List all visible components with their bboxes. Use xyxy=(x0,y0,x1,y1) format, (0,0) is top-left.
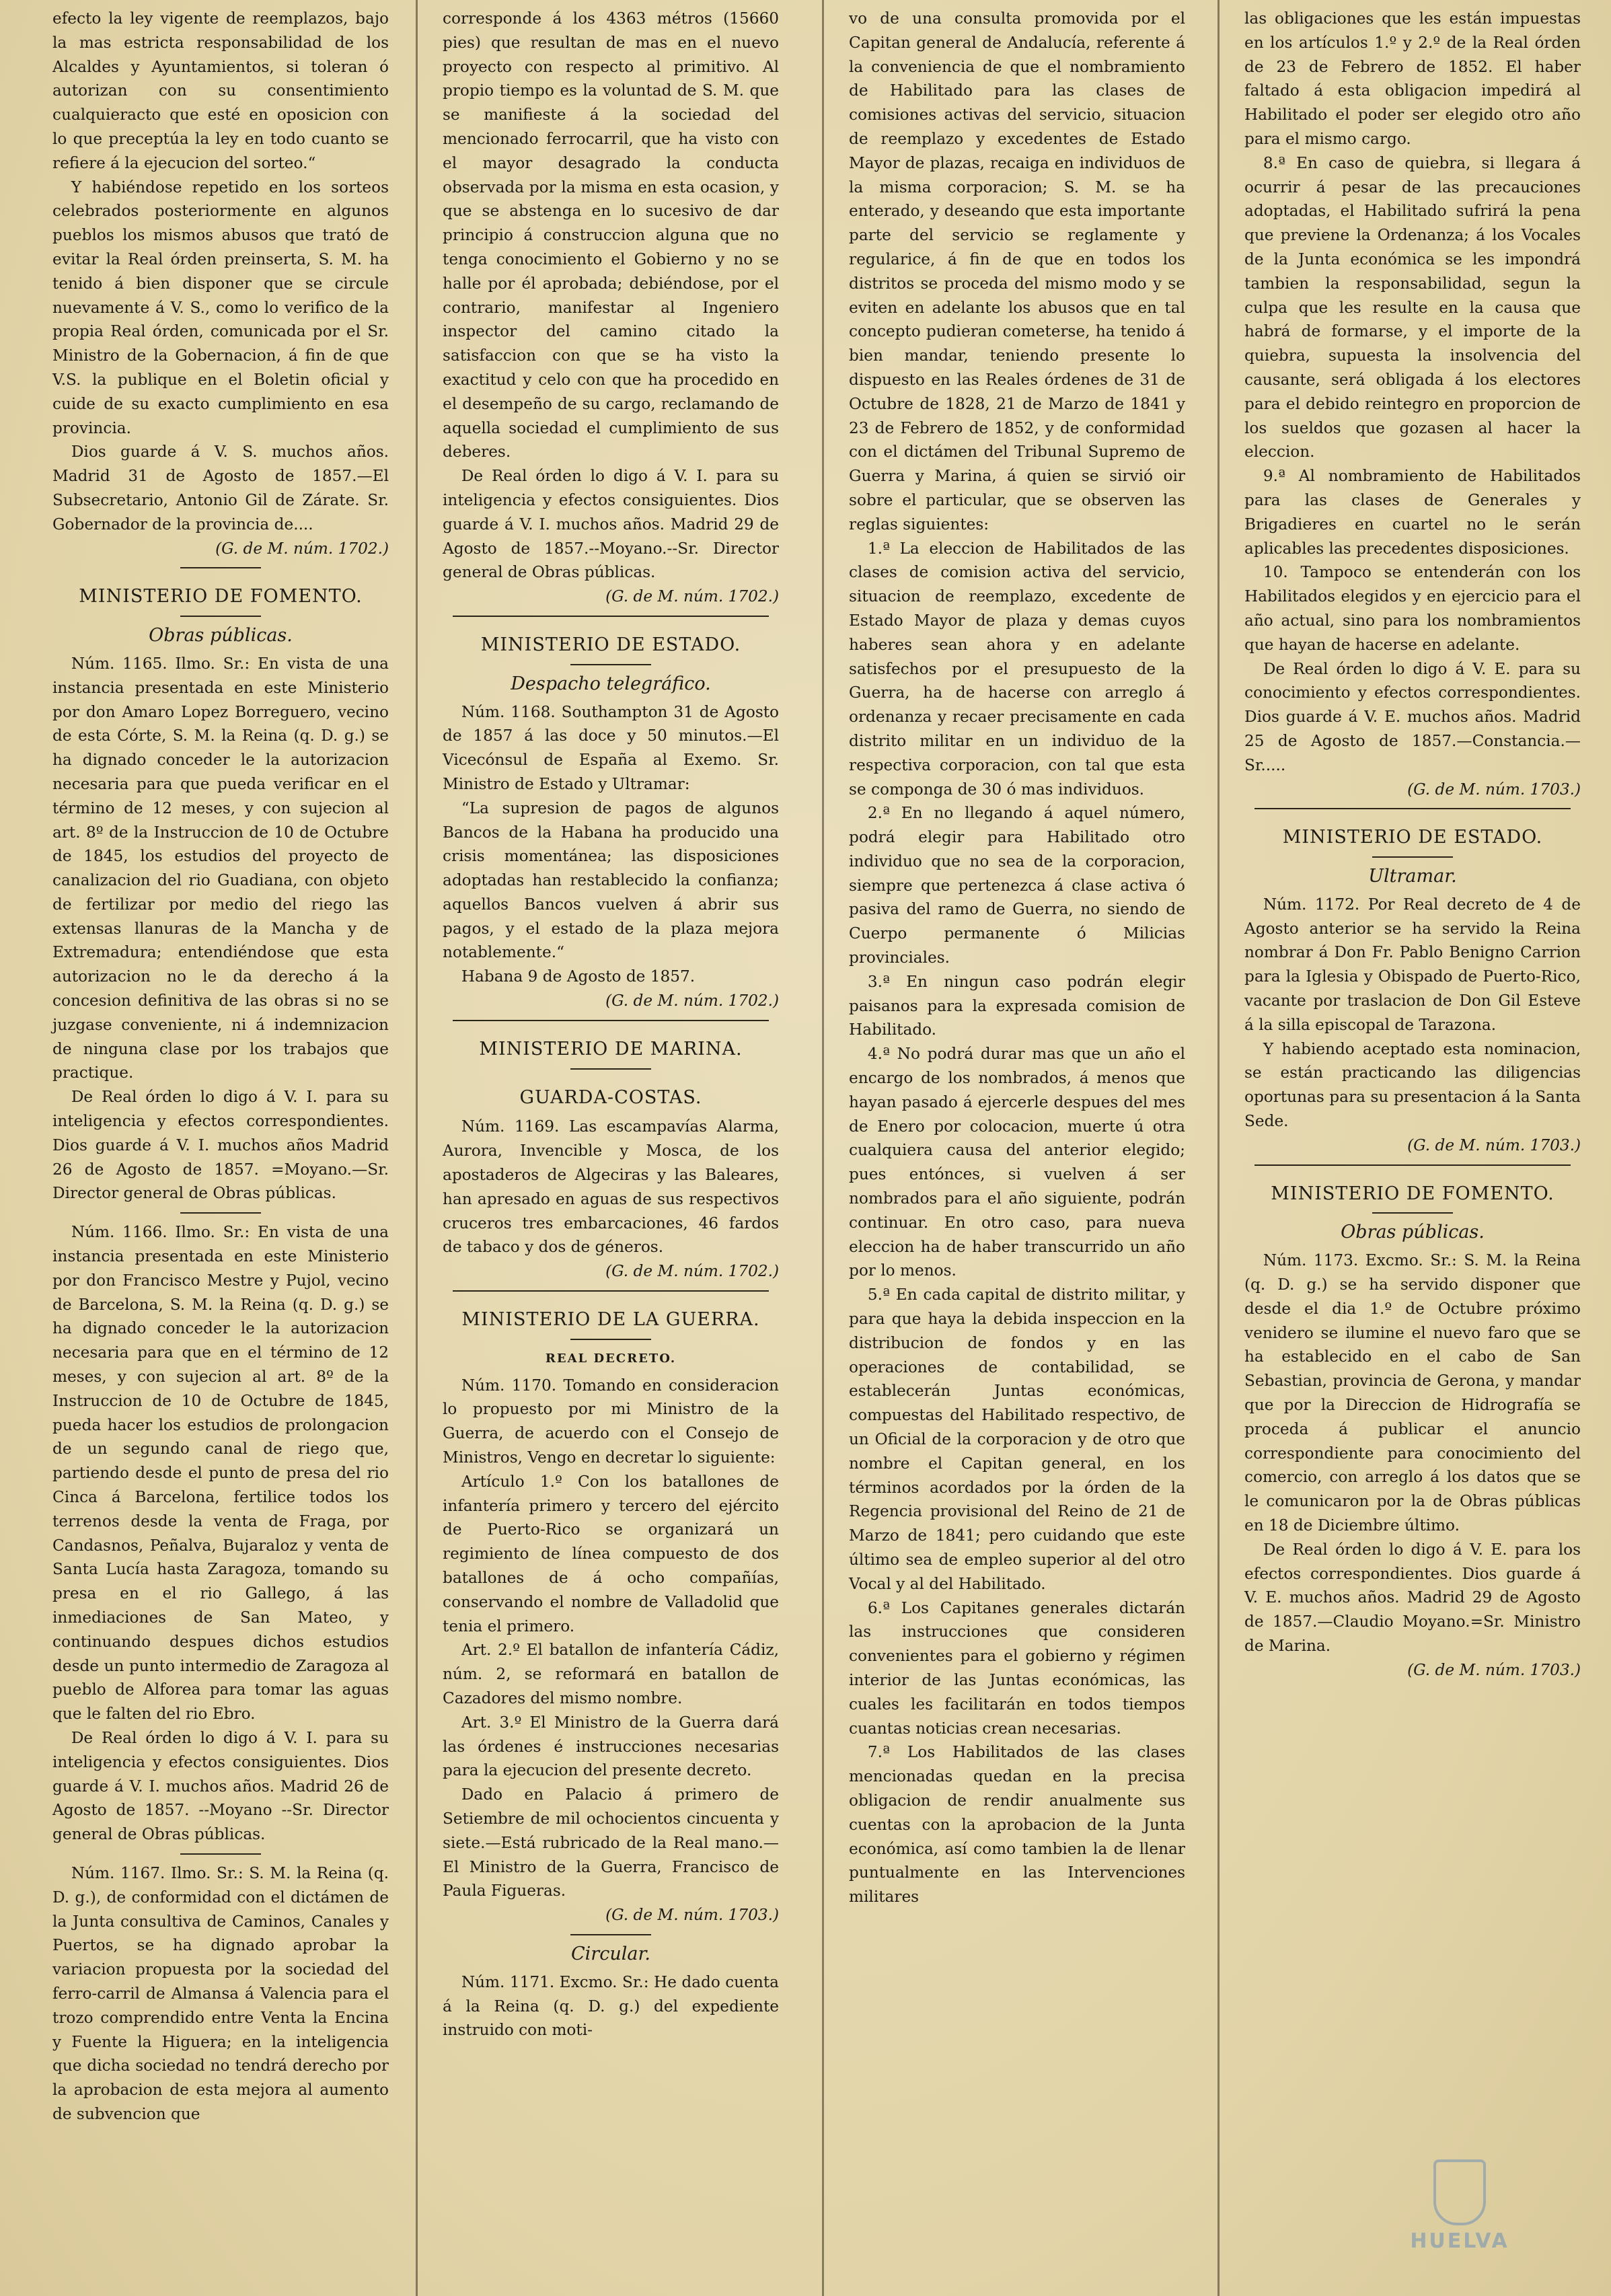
paragraph: 7.ª Los Habilitados de las clases mencionadas quedan en la precisa obligacion de rendir anualmente sus cuentas con la aprobacion de la Junta económica, así como tambien la de llenar puntualmente en las Intervenciones militares xyxy=(849,1743,1185,1906)
gazette-reference: (G. de M. núm. 1703.) xyxy=(1407,1660,1581,1679)
column-1 xyxy=(52,7,389,2126)
divider-rule xyxy=(453,616,769,617)
divider-rule xyxy=(1254,1164,1571,1166)
gazette-reference: (G. de M. núm. 1703.) xyxy=(605,1906,779,1925)
divider-rule xyxy=(570,664,651,665)
column-3 xyxy=(849,7,1185,1909)
paragraph: 2.ª En no llegando á aquel número, podrá elegir para Habilitado otro individuo que no sea de la corporacion, siempre que pertenezca á clase activa ó pasiva del ramo de Guerra, no siendo de Cuerpo permanente ó Milicias provinciales. xyxy=(849,804,1185,967)
section-subheading: Obras públicas. xyxy=(149,625,293,646)
column-divider xyxy=(822,0,824,2296)
paragraph: 4.ª No podrá durar mas que un año el encargo de los nombrados, á menos que hayan pasado á ejercerle despues del mes de Enero por colocacion, muerte ú otra cualquiera causa del anterior elegido; pues entónces, si vuelven á ser nombrados para el año siguiente, podrán continuar. En otro caso, para nueva eleccion ha de haber transcurrido un año por lo menos. xyxy=(849,1045,1185,1280)
section-subheading: Obras públicas. xyxy=(1341,1222,1485,1243)
column-divider xyxy=(1217,0,1220,2296)
section-heading: MINISTERIO DE ESTADO. xyxy=(1282,827,1543,848)
divider-rule xyxy=(180,1853,261,1855)
paragraph: De Real órden lo digo á V. I. para su inteligencia y efectos consiguientes. Dios guarde á V. I. muchos años. Madrid 26 de Agosto de 1857. --Moyano --Sr. Director general de Obras públicas. xyxy=(52,1728,389,1844)
paragraph: 8.ª En caso de quiebra, si llegara á ocurrir á pesar de las precauciones adoptadas, el Habilitado sufrirá la pena que previene la Ordenanza; á los Vocales de la Junta económica se les impondrá tambien la responsabilidad, segun la culpa que les resulte en la causa que habrá de formarse, y el importe de la quiebra, supuesta la insolvencia del causante, será obligada á los electores para el debido reintegro en proporcion de los sueldos que gozasen al hacer la eleccion. xyxy=(1244,153,1581,461)
paragraph: Habana 9 de Agosto de 1857. xyxy=(461,967,696,986)
paragraph: Dios guarde á V. S. muchos años. Madrid 31 de Agosto de 1857.—El Subsecretario, Antonio Gil de Zárate. Sr. Gobernador de la provincia de.... xyxy=(52,443,389,533)
column-2 xyxy=(443,7,779,2042)
divider-rule xyxy=(570,1339,651,1340)
paragraph: 6.ª Los Capitanes generales dictarán las instrucciones que consideren convenientes para el gobierno y régimen interior de las Juntas económicas, las cuales les facilitarán en todos tiempos cuantas noticias crean necesarias. xyxy=(849,1598,1185,1738)
section-subheading: Ultramar. xyxy=(1368,866,1457,887)
divider-rule xyxy=(570,1934,651,1935)
divider-rule xyxy=(1372,856,1453,858)
paragraph: 1.ª La eleccion de Habilitados de las clases de comision activa del servicio, situacion de reemplazo, excedente de Estado Mayor de plaza y demas cuyos haberes sean ahora y en adelante satisfechos por el presupuesto de la Guerra, ha de hacerse con arreglo á ordenanza y recaer precisamente en cada distrito militar en un individuo de la respectiva corporacion, con tal que esta se componga de 30 ó mas individuos. xyxy=(849,539,1185,799)
paragraph: 10. Tampoco se entenderán con los Habilitados elegidos y en ejercicio para el año actual, sino para los nombramientos que hayan de hacerse en adelante. xyxy=(1244,563,1581,654)
paragraph: 9.ª Al nombramiento de Habilitados para las clases de Generales y Brigadieres en cuartel no le serán aplicables las precedentes disposiciones. xyxy=(1244,467,1581,558)
divider-rule xyxy=(1254,808,1571,809)
section-subheading: Circular. xyxy=(571,1943,650,1964)
paragraph: De Real órden lo digo á V. I. para su inteligencia y efectos correspondientes. Dios guarde á V. I. muchos años Madrid 26 de Agosto de 1857. =Moyano.—Sr. Director general de Obras públicas. xyxy=(52,1088,389,1203)
paragraph: Dado en Palacio á primero de Setiembre de mil ochocientos cincuenta y siete.—Está rubricado de la Real mano.—El Ministro de la Guerra, Francisco de Paula Figueras. xyxy=(443,1785,779,1900)
divider-rule xyxy=(1372,1212,1453,1214)
gazette-reference: (G. de M. núm. 1703.) xyxy=(1407,780,1581,799)
paragraph: Art. 3.º El Ministro de la Guerra dará las órdenes é instrucciones necesarias para la ejecucion del presente decreto. xyxy=(443,1713,779,1780)
paragraph: De Real órden lo digo á V. E. para los efectos correspondientes. Dios guarde á V. E. muchos años. Madrid 29 de Agosto de 1857.—Claudio Moyano.=Sr. Ministro de Marina. xyxy=(1244,1540,1581,1655)
gazette-reference: (G. de M. núm. 1702.) xyxy=(605,992,779,1010)
section-heading: MINISTERIO DE MARINA. xyxy=(479,1038,743,1060)
paragraph: Núm. 1171. Excmo. Sr.: He dado cuenta á la Reina (q. D. g.) del expediente instruido con moti- xyxy=(443,1972,779,2040)
paragraph: vo de una consulta promovida por el Capitan general de Andalucía, referente á la conveniencia de que el nombramiento de Habilitado para las clases de comisiones activas del servicio, situacion de reemplazo y excedentes de Estado Mayor de plazas, recaiga en individuos de la misma corporacion; S. M. se ha enterado, y deseando que esta importante parte del servicio se reglamente y regularice, á fin de que en todos los distritos se proceda del mismo modo y se eviten en adelante los abusos que en tal concepto pudieran cometerse, ha tenido á bien mandar, teniendo presente lo dispuesto en las Reales órdenes de 31 de Octubre de 1828, 21 de Marzo de 1841 y 23 de Febrero de 1852, y de conformidad con el dictámen del Tribunal Supremo de Guerra y Marina, á quien se sirvió oir sobre el particular, que se observen las reglas siguientes: xyxy=(849,9,1185,533)
divider-rule xyxy=(570,1068,651,1070)
paragraph: De Real órden lo digo á V. E. para su conocimiento y efectos correspondientes. Dios guarde á V. E. muchos años. Madrid 25 de Agosto de 1857.—Constancia.—Sr..... xyxy=(1244,659,1581,774)
divider-rule xyxy=(180,616,261,617)
paragraph: Núm. 1165. Ilmo. Sr.: En vista de una instancia presentada en este Ministerio por don Amaro Lopez Borreguero, vecino de esta Córte, S. M. la Reina (q. D. g.) se ha dignado conceder le la autorizacion necesaria para que pueda verificar en el término de 12 meses, y con sujecion al art. 8º de la Instruccion de 10 de Octubre de 1845, los estudios del proyecto de canalizacion del rio Guadiana, con objeto de fertilizar por medio del riego las extensas llanuras de la Mancha y de Extremadura; entendiéndose que esta autorizacion no le da derecho á la concesion definitiva de las obras si no se juzgase conveniente, ni á indemnizacion de ninguna clase por los trabajos que practique. xyxy=(52,654,389,1082)
column-4 xyxy=(1244,7,1581,1682)
paragraph: Y habiéndose repetido en los sorteos celebrados posteriormente en algunos pueblos los mismos abusos que trató de evitar la Real órden preinserta, S. M. ha tenido á bien disponer que se circule nuevamente á V. S., como lo verifico de la propia Real órden, comunicada por el Sr. Ministro de la Gobernacion, á fin de que V.S. la publique en el Boletin oficial y cuide de su exacto cumplimiento en esa provincia. xyxy=(52,178,389,437)
paragraph: “La supresion de pagos de algunos Bancos de la Habana ha producido una crisis momentánea; las disposiciones adoptadas han restablecido la confianza; aquellos Bancos vuelven á abrir sus pagos, y el estado de la plaza mejora notablemente.“ xyxy=(443,799,779,962)
divider-rule xyxy=(180,567,261,568)
paragraph: Artículo 1.º Con los batallones de infantería primero y tercero del ejército de Puerto-Rico se organizará un regimiento de línea compuesto de dos batallones de á ocho compañías, conservando el nombre de Valladolid que tenia el primero. xyxy=(443,1472,779,1635)
gazette-reference: (G. de M. núm. 1703.) xyxy=(1407,1136,1581,1154)
gazette-reference: (G. de M. núm. 1702.) xyxy=(605,1262,779,1281)
section-heading: MINISTERIO DE ESTADO. xyxy=(480,634,741,655)
paragraph: De Real órden lo digo á V. I. para su inteligencia y efectos consiguientes. Dios guarde á V. I. muchos años. Madrid 29 de Agosto de 1857.--Moyano.--Sr. Director general de Obras públicas. xyxy=(443,467,779,582)
paragraph: 5.ª En cada capital de distrito militar, y para que haya la debida inspeccion en la distribucion de fondos y en las operaciones de contabilidad, se establecerán Juntas económicas, compuestas del Habilitado respectivo, de un Oficial de la corporacion y de otro que nombre el Capitan general, en los términos acordados por la órden de la Regencia provisional del Reino de 21 de Marzo de 1841; pero cuidando que este último sea de empleo superior al del otro Vocal y al del Habilitado. xyxy=(849,1286,1185,1593)
column-divider xyxy=(416,0,418,2296)
section-heading: GUARDA-COSTAS. xyxy=(519,1086,702,1108)
paragraph: Núm. 1173. Excmo. Sr.: S. M. la Reina (q. D. g.) se ha servido disponer que desde el dia 1.º de Octubre próximo venidero se ilumine el nuevo faro que se ha establecido en el cabo de San Sebastian, provincia de Gerona, y mandar que por la Direccion de Hidrografía se proceda á publicar el anuncio correspondiente para conocimiento del comercio, con arreglo á los datos que se le comunicaron por la de Obras públicas en 18 de Diciembre último. xyxy=(1244,1251,1581,1535)
paragraph: Núm. 1167. Ilmo. Sr.: S. M. la Reina (q. D. g.), de conformidad con el dictámen de la Junta consultiva de Caminos, Canales y Puertos, se ha dignado aprobar la variacion propuesta por la sociedad del ferro-carril de Almansa á Valencia para el trozo comprendido entre Venta la Encina y Fuente la Higuera; en la inteligencia que dicha sociedad no tendrá derecho por la aprobacion de esta mejora al aumento de subvencion que xyxy=(52,1863,389,2123)
archive-seal-icon xyxy=(1433,2159,1486,2225)
section-subheading: Despacho telegráfico. xyxy=(511,673,711,694)
stamp-text: HUELVA xyxy=(1410,2229,1509,2253)
gazette-reference: (G. de M. núm. 1702.) xyxy=(215,539,389,558)
divider-rule xyxy=(453,1290,769,1292)
section-heading: MINISTERIO DE FOMENTO. xyxy=(79,586,363,607)
gazette-reference: (G. de M. núm. 1702.) xyxy=(605,587,779,606)
section-heading: MINISTERIO DE LA GUERRA. xyxy=(461,1309,760,1331)
section-heading: MINISTERIO DE FOMENTO. xyxy=(1271,1183,1554,1204)
paragraph: Núm. 1172. Por Real decreto de 4 de Agosto anterior se ha servido la Reina nombrar á Don Fr. Pablo Benigno Carrion para la Iglesia y Obispado de Puerto-Rico, vacante por traslacion de Don Gil Esteve á la silla episcopal de Tarazona. xyxy=(1244,895,1581,1034)
divider-rule xyxy=(453,1020,769,1021)
paragraph: Núm. 1168. Southampton 31 de Agosto de 1857 á las doce y 50 minutos.—El Vicecónsul de España al Exemo. Sr. Ministro de Estado y Ultramar: xyxy=(443,702,779,793)
paragraph: efecto la ley vigente de reemplazos, bajo la mas estricta responsabilidad de los Alcaldes y Ayuntamientos, si toleran ó autorizan con su consentimiento cualquieracto que esté en oposicion con lo que preceptúa la ley en todo cuanto se refiere á la ejecucion del sorteo.“ xyxy=(52,9,389,172)
paragraph: Y habiendo aceptado esta nominacion, se están practicando las diligencias oportunas para su presentacion á la Santa Sede. xyxy=(1244,1039,1581,1131)
archive-stamp xyxy=(1352,2159,1567,2274)
section-label: REAL DECRETO. xyxy=(545,1351,677,1366)
paragraph: las obligaciones que les están impuestas en los artículos 1.º y 2.º de la Real órden de 23 de Febrero de 1852. El haber faltado á esta obligacion impedirá al Habilitado el poder ser elegido otro año para el mismo cargo. xyxy=(1244,9,1581,148)
paragraph: 3.ª En ningun caso podrán elegir paisanos para la expresada comision de Habilitado. xyxy=(849,972,1185,1039)
paragraph: Núm. 1169. Las escampavías Alarma, Aurora, Invencible y Mosca, de los apostaderos de Algeciras y las Baleares, han apresado en aguas de sus respectivos cruceros tres embarcaciones, 46 fardos de tabaco y dos de géneros. xyxy=(443,1117,779,1257)
divider-rule xyxy=(180,1212,261,1214)
paragraph: Núm. 1166. Ilmo. Sr.: En vista de una instancia presentada en este Ministerio por don Francisco Mestre y Pujol, vecino de Barcelona, S. M. la Reina (q. D. g.) se ha dignado conceder le la autorizacion necesaria para que en el término de 12 meses, y con sujecion al art. 8º de la Instruccion de 10 de Octubre de 1845, pueda hacer los estudios de prolongacion de un segundo canal de riego que, partiendo desde el punto de presa del rio Cinca á Barcelona, fertilice todos los terrenos desde la venta de Fraga, por Candasnos, Peñalva, Bujaraloz y venta de Santa Lucía hasta Zaragoza, tomando su presa en el rio Gallego, á las inmediaciones de San Mateo, y continuando despues dichos estudios desde un punto intermedio de Zaragoza al pueblo de Alforea para tomar las aguas que le falten del rio Ebro. xyxy=(52,1223,389,1724)
paragraph: Art. 2.º El batallon de infantería Cádiz, núm. 2, se reformará en batallon de Cazadores del mismo nombre. xyxy=(443,1641,779,1707)
paragraph: Núm. 1170. Tomando en consideracion lo propuesto por mi Ministro de la Guerra, de acuerdo con el Consejo de Ministros, Vengo en decretar lo siguiente: xyxy=(443,1376,779,1467)
paragraph: corresponde á los 4363 métros (15660 pies) que resultan de mas en el nuevo proyecto con respecto al primitivo. Al propio tiempo es la voluntad de S. M. que se manifieste á la sociedad del mencionado ferrocarril, que ha visto con el mayor desagrado la conducta observada por la misma en esta ocasion, y que se abstenga en lo sucesivo de dar principio á construccion alguna que no tenga conocimiento el Gobierno y no se halle por él aprobada; debiéndose, por el contrario, manifestar al Ingeniero inspector del camino citado la satisfaccion con que se ha visto la exactitud y celo con que ha procedido en el desempeño de su cargo, reclamando de aquella sociedad el cumplimiento de sus deberes. xyxy=(443,9,779,461)
